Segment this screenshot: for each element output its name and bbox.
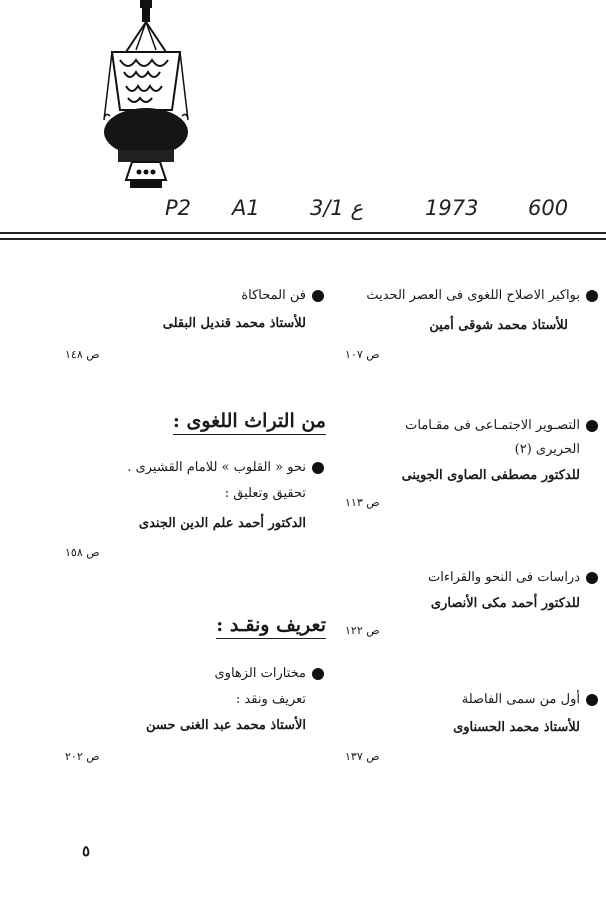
page-number: ٥	[82, 842, 91, 860]
header-rule-top	[0, 232, 606, 234]
header-rule-bottom	[0, 238, 606, 240]
article-1-author: للأستاذ محمد شوقى أمين	[429, 318, 568, 333]
article-3-author: للدكتور أحمد مكى الأنصارى	[430, 596, 580, 611]
handwritten-code-2: A1	[232, 196, 260, 220]
article-1-page: ص ١٠٧	[345, 348, 380, 361]
article-5-page: ص ١٤٨	[65, 348, 100, 361]
bullet-icon	[312, 462, 324, 474]
article-5-title: فن المحاكاة	[241, 288, 324, 303]
article-4-title: أول من سمى الفاصلة	[462, 692, 598, 707]
lantern-logo	[96, 0, 196, 200]
article-2-author: للدكتور مصطفى الصاوى الجوينى	[401, 468, 580, 483]
bullet-icon	[586, 694, 598, 706]
article-4-page: ص ١٣٧	[345, 750, 380, 763]
handwritten-year: 1973	[425, 196, 479, 220]
article-3-title: دراسات فى النحو والقراءات	[428, 570, 598, 585]
article-7-title: مختارات الزهاوى	[214, 666, 324, 681]
article-4-author: للأستاذ محمد الحسناوى	[453, 720, 580, 735]
section-heading-review: تعريف ونقـد :	[216, 614, 326, 639]
handwritten-code-1: P2	[165, 196, 192, 220]
bullet-icon	[586, 572, 598, 584]
section-heading-heritage: من التراث اللغوى :	[173, 410, 326, 435]
article-6-subtitle: تحقيق وتعليق :	[224, 486, 306, 501]
bullet-icon	[586, 420, 598, 432]
bullet-icon	[586, 290, 598, 302]
handwritten-number: 600	[528, 196, 569, 220]
article-1-title: بواكير الاصلاح اللغوى فى العصر الحديث	[366, 288, 598, 303]
article-2-page: ص ١١٣	[345, 496, 380, 509]
article-7-subtitle: تعريف ونقد :	[235, 692, 306, 707]
article-5-author: للأستاذ محمد قنديل البقلى	[162, 316, 306, 331]
bullet-icon	[312, 668, 324, 680]
article-7-author: الأستاذ محمد عبد الغنى حسن	[145, 718, 306, 733]
article-6-author: الدكتور أحمد علم الدين الجندى	[138, 516, 306, 531]
article-2-title-line2: الحريرى (٢)	[514, 442, 580, 457]
bullet-icon	[312, 290, 324, 302]
article-7-page: ص ٢٠٢	[65, 750, 100, 763]
article-6-title: نحو « القلوب » للامام القشيرى .	[127, 460, 324, 475]
article-2-title: التصـوير الاجتمـاعى فى مقـامات	[405, 418, 598, 433]
article-6-page: ص ١٥٨	[65, 546, 100, 559]
handwritten-code-3: 3/1 ع	[310, 196, 364, 220]
article-3-page: ص ١٢٢	[345, 624, 380, 637]
